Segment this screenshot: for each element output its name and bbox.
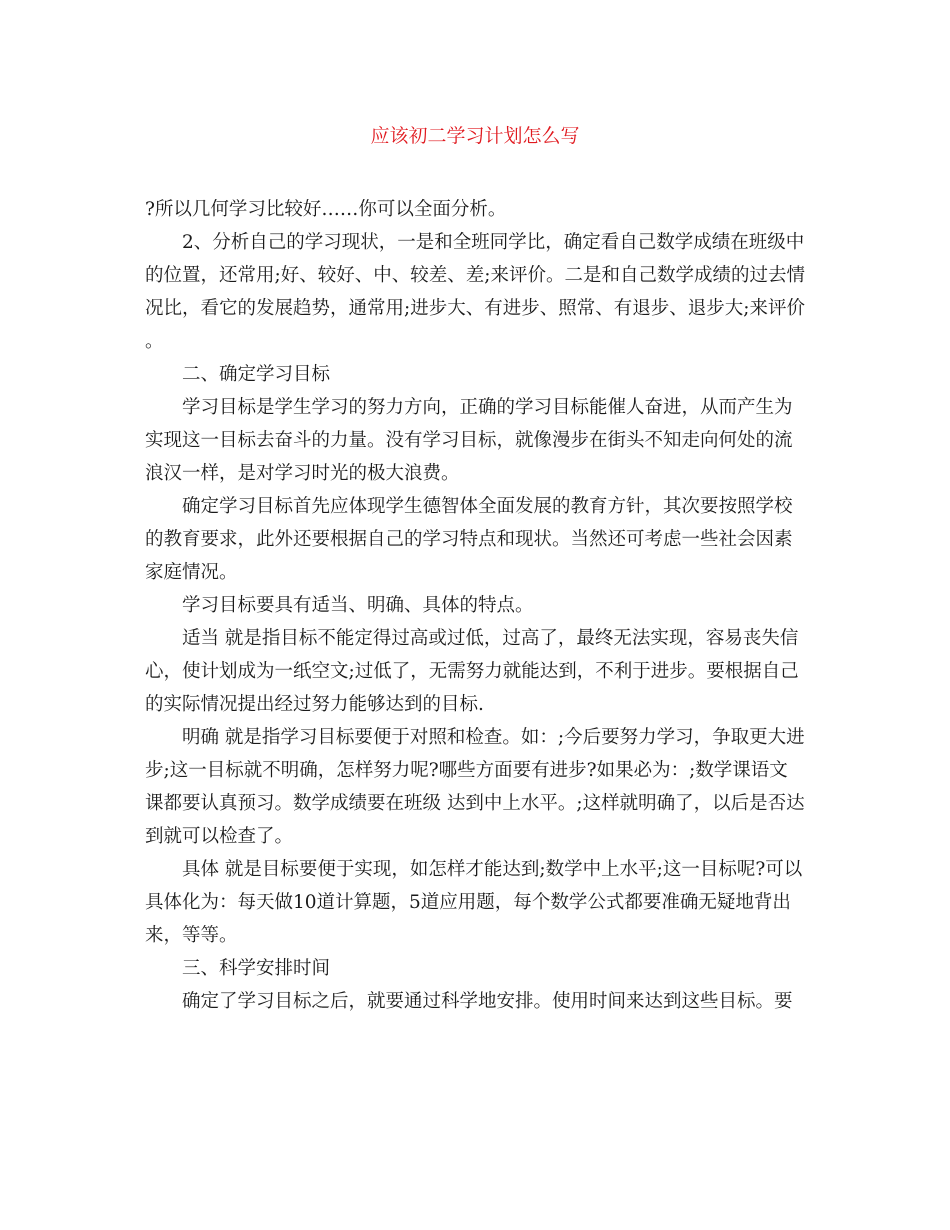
paragraph-time-arrangement: 确定了学习目标之后，就要通过科学地安排。使用时间来达到这些目标。要 [182, 991, 793, 1012]
paragraph-specific: 具体 就是目标要便于实现，如怎样才能达到;数学中上水平;这一目标呢?可以具体化为：每天做10道计算题，5道应用题，每个数学公式都要准确无疑地背出来，等等。 [145, 859, 803, 946]
paragraph-goal-traits: 学习目标要具有适当、明确、具体的特点。 [182, 595, 534, 616]
document-title: 应该初二学习计划怎么写 [370, 125, 580, 147]
section-heading-goals: 二、确定学习目标 [182, 364, 331, 385]
paragraph-clear: 明确 就是指学习目标要便于对照和检查。如：;今后要努力学习，争取更大进步;这一目标就不明确，怎样努力呢?哪些方面要有进步?如果必为：;数学课语文课都要认真预习。数学成绩要在班级 达到中上水平。;这样就明确了，以后是否达到就可以检查了。 [145, 727, 805, 847]
document-body [145, 193, 805, 1018]
section-heading-time: 三、科学安排时间 [182, 958, 331, 979]
paragraph-analysis-status: 2、分析自己的学习现状，一是和全班同学比，确定看自己数学成绩在班级中的位置，还常用;好、较好、中、较差、差;来评价。二是和自己数学成绩的过去情况比，看它的发展趋势，通常用;进步大、有进步、照常、有退步、退步大;来评价。 [145, 232, 805, 352]
paragraph-continuation: ?所以几何学习比较好……你可以全面分析。 [145, 199, 507, 220]
paragraph-goal-meaning: 学习目标是学生学习的努力方向，正确的学习目标能催人奋进，从而产生为实现这一目标去奋斗的力量。没有学习目标，就像漫步在街头不知走向何处的流浪汉一样，是对学习时光的极大浪费。 [145, 397, 793, 484]
paragraph-appropriate: 适当 就是指目标不能定得过高或过低，过高了，最终无法实现，容易丧失信心，使计划成为一纸空文;过低了，无需努力就能达到，不利于进步。要根据自己的实际情况提出经过努力能够达到的目标. [145, 628, 799, 715]
paragraph-goal-principles: 确定学习目标首先应体现学生德智体全面发展的教育方针，其次要按照学校的教育要求，此外还要根据自己的学习特点和现状。当然还可考虑一些社会因素家庭情况。 [145, 496, 793, 583]
